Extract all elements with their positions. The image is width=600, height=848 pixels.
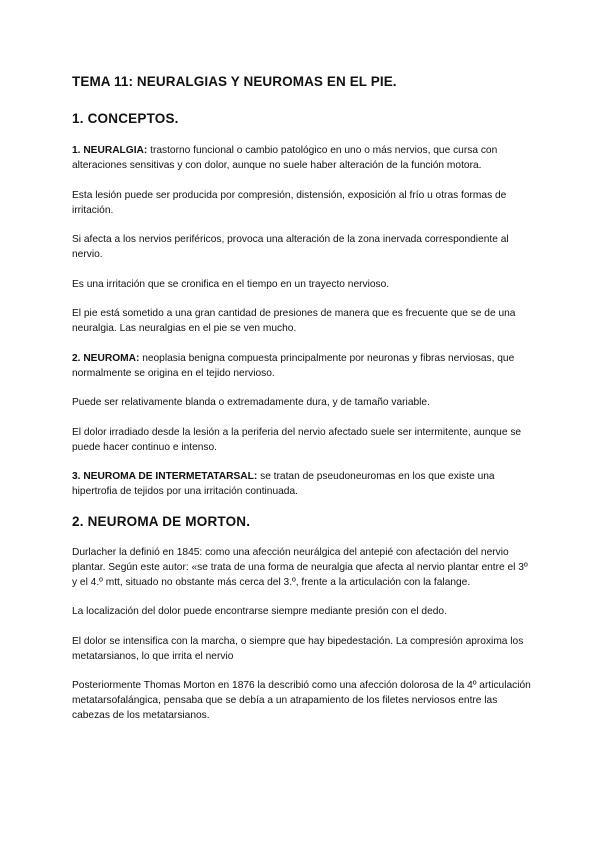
definition-neuroma: neoplasia benigna compuesta principalmente por neuronas y fibras nerviosas, que normalmente se origina en el tejido nervioso. [72,352,515,379]
paragraph-neuralgia [72,143,532,173]
paragraph-intermetatarsal [72,469,532,499]
paragraph-dolor: El dolor irradiado desde la lesión a la periferia del nervio afectado suele ser intermitente, aunque se puede hacer continuo e intenso. [72,426,522,453]
paragraph-pie: El pie está sometido a una gran cantidad de presiones de manera que es frecuente que se de una neuralgia. Las neuralgias en el pie se ven mucho. [72,308,516,334]
paragraph-irritacion: Es una irritación que se cronifica en el tiempo en un trayecto nervioso. [72,278,390,290]
paragraph-thomas-morton: Posteriormente Thomas Morton en 1876 la describió como una afección dolorosa de la 4º articulación metatarsofalángica, pensaba que se debía a un atrapamiento de los filetes nerviosos entre las cabezas de los metatarsianos. [72,680,531,721]
document-page [72,74,532,738]
paragraph-perifericos: Si afecta a los nervios periféricos, provoca una alteración de la zona inervada correspondiente al nervio. [72,234,509,260]
paragraph-lesion: Esta lesión puede ser producida por compresión, distensión, exposición al frío u otras formas de irritación. [72,189,507,216]
term-neuroma: 2. NEUROMA: [72,352,140,364]
paragraph-marcha: El dolor se intensifica con la marcha, o siempre que hay bipedestación. La compresión aproxima los metatarsianos, lo que irrita el nervio [72,635,524,662]
paragraph-durlacher: Durlacher la definió en 1845: como una afección neurálgica del antepié con afectación del nervio plantar. Según este autor: «se trata de una forma de neuralgia que afecta al nervio plantar entre el 3º y el 4.º mtt, situado no obstante más cerca del 3.º, frente a la articulación con la falange. [72,546,528,588]
section-heading-morton: 2. NEUROMA DE MORTON. [72,513,251,529]
definition-neuralgia: trastorno funcional o cambio patológico en uno o más nervios, que cursa con alteraciones sensitivas y con dolor, aunque no suele haber alteración de la función motora. [72,145,498,171]
paragraph-localizacion: La localización del dolor puede encontrarse siempre mediante presión con el dedo. [72,606,447,617]
paragraph-blanda: Puede ser relativamente blanda o extremadamente dura, y de tamaño variable. [72,397,430,408]
definition-intermetatarsal: se tratan de pseudoneuromas en los que existe una hipertrofia de tejidos por una irritación continuada. [72,471,495,497]
term-intermetatarsal: 3. NEUROMA DE INTERMETATARSAL: [72,471,258,482]
section-heading-conceptos: 1. CONCEPTOS. [72,111,179,126]
document-title: TEMA 11: NEURALGIAS Y NEUROMAS EN EL PIE. [72,74,397,89]
term-neuralgia: 1. NEURALGIA: [72,145,148,156]
paragraph-neuroma [72,351,532,381]
